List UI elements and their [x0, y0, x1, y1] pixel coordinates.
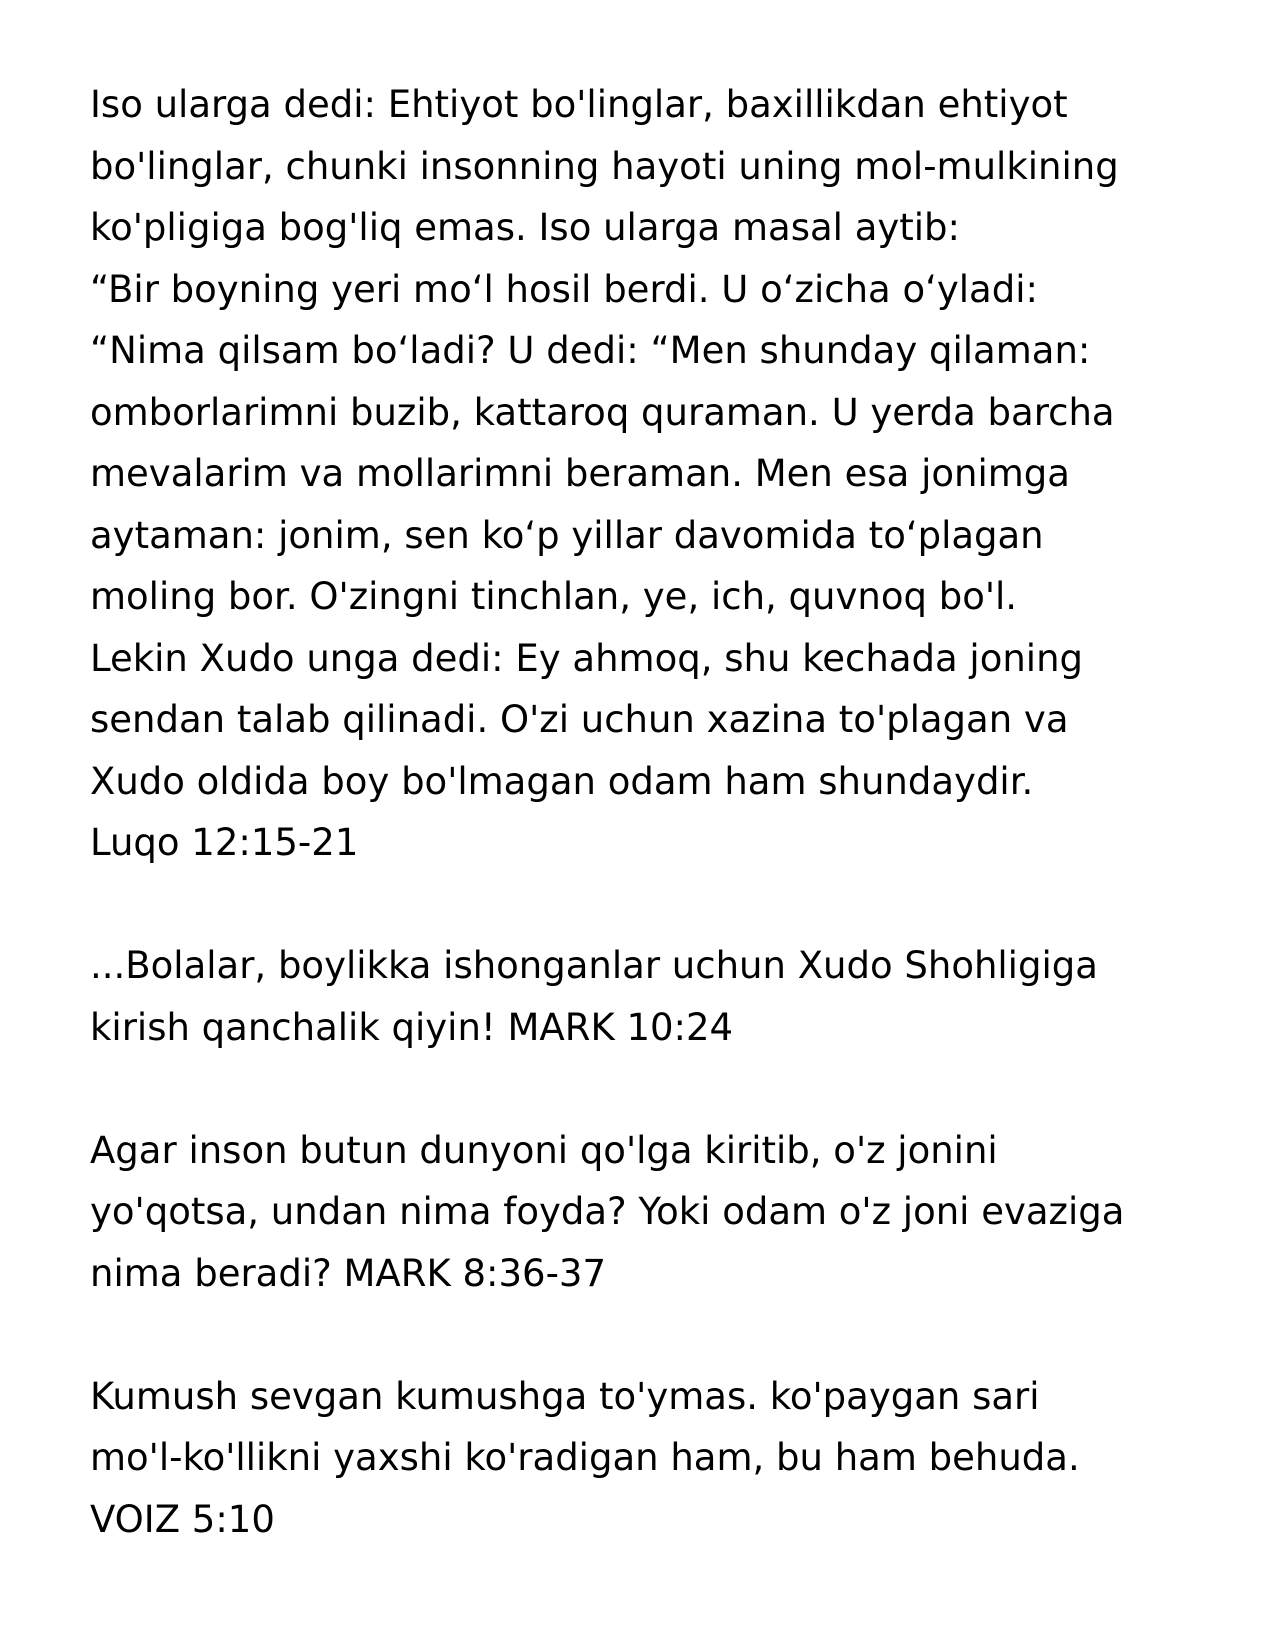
text-line: mevalarim va mollarimni beraman. Men esa jonimga — [90, 452, 1070, 495]
passage-mark-8 — [90, 1120, 1210, 1305]
text-line: ko'pligiga bog'liq emas. Iso ularga masal aytib: — [90, 206, 961, 249]
text-line: yo'qotsa, undan nima foyda? Yoki odam o'z joni evaziga — [90, 1190, 1125, 1233]
passage-voiz-5 — [90, 1366, 1210, 1551]
text-line: omborlarimni buzib, kattaroq quraman. U yerda barcha — [90, 390, 1115, 434]
text-line: Iso ularga dedi: Ehtiyot bo'linglar, baxillikdan ehtiyot — [90, 83, 1068, 126]
text-line: aytaman: jonim, sen ko‘p yillar davomida to‘plagan — [90, 513, 1044, 557]
text-line: sendan talab qilinadi. O'zi uchun xazina to'plagan va — [90, 698, 1069, 741]
passage-mark-10 — [90, 935, 1210, 1058]
text-line: Lekin Xudo unga dedi: Ey ahmoq, shu kechada joning — [90, 636, 1084, 680]
text-line: Kumush sevgan kumushga to'ymas. ko'paygan sari — [90, 1374, 1040, 1418]
paragraph-gap — [90, 1058, 1210, 1120]
verse-reference: Luqo 12:15-21 — [90, 821, 359, 864]
paragraph-gap — [90, 1304, 1210, 1366]
text-line: Agar inson butun dunyoni qo'lga kiritib, o'z jonini — [90, 1128, 998, 1172]
text-line: kirish qanchalik qiyin! MARK 10:24 — [90, 1005, 734, 1049]
text-line: ...Bolalar, boylikka ishonganlar uchun Xudo Shohligiga — [90, 944, 1098, 987]
text-line: mo'l-ko'llikni yaxshi ko'radigan ham, bu ham behuda. — [90, 1436, 1080, 1479]
text-line: moling bor. O'zingni tinchlan, ye, ich, quvnoq bo'l. — [90, 575, 1018, 618]
text-line: “Bir boyning yeri mo‘l hosil berdi. U o‘zicha o‘yladi: — [90, 267, 1038, 311]
text-line: Xudo oldida boy bo'lmagan odam ham shundaydir. — [90, 759, 1034, 803]
text-line: nima beradi? MARK 8:36-37 — [90, 1251, 606, 1295]
paragraph-gap — [90, 874, 1210, 936]
document-page — [90, 74, 1210, 1550]
passage-luke-12 — [90, 74, 1210, 874]
text-line: “Nima qilsam bo‘ladi? U dedi: “Men shunday qilaman: — [90, 329, 1091, 372]
text-line: bo'linglar, chunki insonning hayoti uning mol-mulkining — [90, 144, 1119, 188]
verse-reference: VOIZ 5:10 — [90, 1497, 275, 1541]
